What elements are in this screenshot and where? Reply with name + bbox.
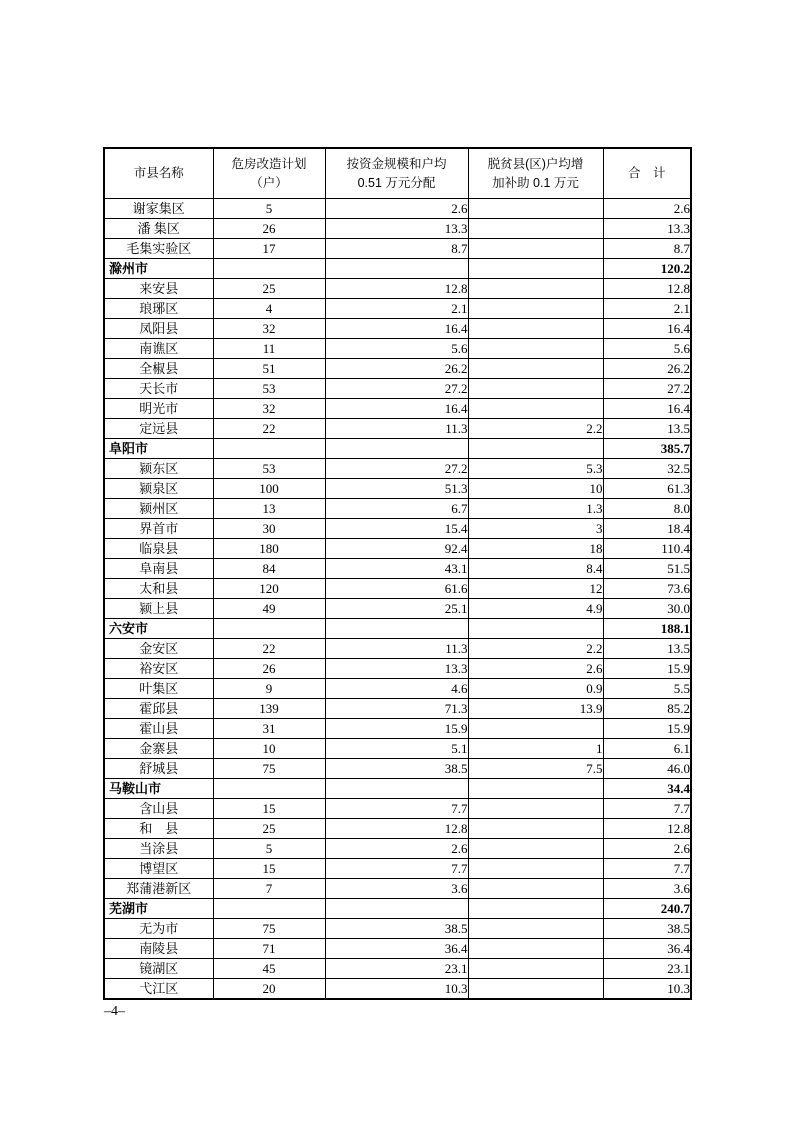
cell-total: 12.8 (603, 819, 691, 839)
cell-alloc: 16.4 (325, 399, 468, 419)
cell-subsidy: 5.3 (468, 459, 603, 479)
county-row (104, 739, 691, 759)
cell-total: 16.4 (603, 319, 691, 339)
cell-name: 琅琊区 (104, 299, 213, 319)
county-row (104, 299, 691, 319)
cell-name: 南谯区 (104, 339, 213, 359)
cell-total: 23.1 (603, 959, 691, 979)
city-group-row (104, 619, 691, 639)
cell-name: 金安区 (104, 639, 213, 659)
county-row (104, 719, 691, 739)
cell-subsidy: 2.2 (468, 419, 603, 439)
cell-plan: 30 (213, 519, 325, 539)
cell-alloc: 61.6 (325, 579, 468, 599)
cell-subsidy (468, 359, 603, 379)
cell-alloc: 7.7 (325, 859, 468, 879)
cell-plan: 4 (213, 299, 325, 319)
cell-plan: 45 (213, 959, 325, 979)
cell-name: 博望区 (104, 859, 213, 879)
cell-subsidy: 4.9 (468, 599, 603, 619)
column-header-subsidy: 脱贫县(区)户均增 加补助 0.1 万元 (468, 148, 603, 199)
cell-alloc: 8.7 (325, 239, 468, 259)
cell-total: 73.6 (603, 579, 691, 599)
page-number: –4– (104, 1004, 125, 1019)
county-row (104, 399, 691, 419)
cell-subsidy (468, 979, 603, 1000)
cell-alloc: 11.3 (325, 419, 468, 439)
cell-plan: 100 (213, 479, 325, 499)
cell-alloc: 27.2 (325, 459, 468, 479)
cell-alloc: 2.6 (325, 839, 468, 859)
cell-total: 36.4 (603, 939, 691, 959)
county-row (104, 319, 691, 339)
cell-name: 金寨县 (104, 739, 213, 759)
cell-plan (213, 439, 325, 459)
cell-alloc: 11.3 (325, 639, 468, 659)
cell-name: 含山县 (104, 799, 213, 819)
cell-subsidy (468, 899, 603, 919)
county-row (104, 639, 691, 659)
cell-total: 51.5 (603, 559, 691, 579)
cell-name: 裕安区 (104, 659, 213, 679)
cell-alloc (325, 619, 468, 639)
cell-total: 61.3 (603, 479, 691, 499)
cell-plan (213, 259, 325, 279)
cell-total: 46.0 (603, 759, 691, 779)
cell-total: 15.9 (603, 659, 691, 679)
county-row (104, 699, 691, 719)
cell-subsidy (468, 319, 603, 339)
cell-plan: 84 (213, 559, 325, 579)
cell-subsidy (468, 239, 603, 259)
cell-plan: 71 (213, 939, 325, 959)
cell-subsidy (468, 919, 603, 939)
county-row (104, 979, 691, 1000)
cell-name: 镜湖区 (104, 959, 213, 979)
cell-total: 5.5 (603, 679, 691, 699)
document-page-content (103, 147, 692, 1000)
county-row (104, 499, 691, 519)
cell-plan: 9 (213, 679, 325, 699)
cell-name: 和 县 (104, 819, 213, 839)
cell-subsidy (468, 439, 603, 459)
cell-alloc: 5.6 (325, 339, 468, 359)
cell-plan: 25 (213, 279, 325, 299)
cell-total: 10.3 (603, 979, 691, 1000)
cell-total: 13.3 (603, 219, 691, 239)
cell-alloc: 23.1 (325, 959, 468, 979)
county-row (104, 599, 691, 619)
cell-subsidy (468, 959, 603, 979)
cell-alloc: 2.1 (325, 299, 468, 319)
cell-name: 全椒县 (104, 359, 213, 379)
cell-subsidy (468, 399, 603, 419)
cell-name: 郑蒲港新区 (104, 879, 213, 899)
cell-total: 7.7 (603, 859, 691, 879)
column-header-name: 市县名称 (104, 148, 213, 199)
cell-total: 13.5 (603, 639, 691, 659)
cell-plan: 53 (213, 459, 325, 479)
cell-name: 毛集实验区 (104, 239, 213, 259)
cell-alloc (325, 259, 468, 279)
cell-total: 13.5 (603, 419, 691, 439)
cell-name: 颍上县 (104, 599, 213, 619)
cell-total: 26.2 (603, 359, 691, 379)
cell-plan: 17 (213, 239, 325, 259)
county-row (104, 379, 691, 399)
cell-alloc: 6.7 (325, 499, 468, 519)
cell-name: 无为市 (104, 919, 213, 939)
cell-alloc: 16.4 (325, 319, 468, 339)
county-row (104, 239, 691, 259)
cell-plan: 26 (213, 659, 325, 679)
cell-name: 颍东区 (104, 459, 213, 479)
county-row (104, 539, 691, 559)
cell-plan: 5 (213, 839, 325, 859)
cell-subsidy (468, 799, 603, 819)
county-row (104, 799, 691, 819)
cell-alloc: 25.1 (325, 599, 468, 619)
cell-subsidy (468, 219, 603, 239)
cell-plan: 31 (213, 719, 325, 739)
cell-total: 12.8 (603, 279, 691, 299)
city-group-row (104, 899, 691, 919)
cell-alloc: 13.3 (325, 219, 468, 239)
cell-total: 16.4 (603, 399, 691, 419)
county-row (104, 459, 691, 479)
cell-name: 弋江区 (104, 979, 213, 1000)
county-row (104, 559, 691, 579)
cell-subsidy (468, 299, 603, 319)
cell-total: 385.7 (603, 439, 691, 459)
cell-total: 240.7 (603, 899, 691, 919)
cell-name: 谢家集区 (104, 199, 213, 219)
subsidy-allocation-table (103, 147, 692, 1000)
cell-alloc: 15.9 (325, 719, 468, 739)
cell-plan: 120 (213, 579, 325, 599)
cell-subsidy (468, 719, 603, 739)
cell-subsidy (468, 779, 603, 799)
cell-plan: 5 (213, 199, 325, 219)
cell-name: 界首市 (104, 519, 213, 539)
cell-alloc: 12.8 (325, 819, 468, 839)
cell-subsidy (468, 339, 603, 359)
cell-plan: 53 (213, 379, 325, 399)
table-body (104, 199, 691, 1000)
cell-alloc: 15.4 (325, 519, 468, 539)
cell-alloc: 10.3 (325, 979, 468, 1000)
cell-name: 明光市 (104, 399, 213, 419)
cell-name: 凤阳县 (104, 319, 213, 339)
cell-total: 3.6 (603, 879, 691, 899)
cell-plan: 22 (213, 419, 325, 439)
cell-alloc: 2.6 (325, 199, 468, 219)
cell-subsidy (468, 819, 603, 839)
cell-plan: 49 (213, 599, 325, 619)
county-row (104, 579, 691, 599)
cell-name: 临泉县 (104, 539, 213, 559)
county-row (104, 359, 691, 379)
cell-name: 潘 集区 (104, 219, 213, 239)
cell-plan (213, 619, 325, 639)
cell-total: 2.6 (603, 839, 691, 859)
cell-plan: 25 (213, 819, 325, 839)
cell-total: 188.1 (603, 619, 691, 639)
cell-plan (213, 899, 325, 919)
cell-subsidy: 18 (468, 539, 603, 559)
cell-total: 18.4 (603, 519, 691, 539)
cell-plan: 51 (213, 359, 325, 379)
cell-name: 天长市 (104, 379, 213, 399)
cell-plan: 20 (213, 979, 325, 1000)
cell-subsidy: 2.6 (468, 659, 603, 679)
cell-name: 霍邱县 (104, 699, 213, 719)
county-row (104, 219, 691, 239)
cell-name: 六安市 (104, 619, 213, 639)
cell-alloc: 12.8 (325, 279, 468, 299)
cell-plan: 15 (213, 799, 325, 819)
cell-plan: 26 (213, 219, 325, 239)
cell-subsidy (468, 279, 603, 299)
cell-subsidy: 1.3 (468, 499, 603, 519)
cell-total: 85.2 (603, 699, 691, 719)
cell-plan: 75 (213, 759, 325, 779)
cell-subsidy: 10 (468, 479, 603, 499)
cell-name: 太和县 (104, 579, 213, 599)
column-header-total: 合 计 (603, 148, 691, 199)
cell-total: 7.7 (603, 799, 691, 819)
cell-total: 2.1 (603, 299, 691, 319)
cell-total: 110.4 (603, 539, 691, 559)
cell-plan: 75 (213, 919, 325, 939)
cell-alloc: 51.3 (325, 479, 468, 499)
cell-total: 120.2 (603, 259, 691, 279)
cell-name: 叶集区 (104, 679, 213, 699)
cell-subsidy (468, 839, 603, 859)
cell-subsidy (468, 879, 603, 899)
cell-name: 霍山县 (104, 719, 213, 739)
cell-plan: 7 (213, 879, 325, 899)
city-group-row (104, 259, 691, 279)
county-row (104, 479, 691, 499)
cell-total: 6.1 (603, 739, 691, 759)
cell-plan (213, 779, 325, 799)
cell-subsidy (468, 859, 603, 879)
cell-total: 30.0 (603, 599, 691, 619)
cell-total: 32.5 (603, 459, 691, 479)
cell-total: 8.7 (603, 239, 691, 259)
cell-plan: 32 (213, 399, 325, 419)
cell-plan: 139 (213, 699, 325, 719)
cell-plan: 13 (213, 499, 325, 519)
cell-alloc: 36.4 (325, 939, 468, 959)
cell-total: 27.2 (603, 379, 691, 399)
cell-total: 5.6 (603, 339, 691, 359)
cell-alloc: 27.2 (325, 379, 468, 399)
column-header-alloc: 按资金规模和户均 0.51 万元分配 (325, 148, 468, 199)
cell-subsidy (468, 619, 603, 639)
cell-name: 定远县 (104, 419, 213, 439)
cell-subsidy: 1 (468, 739, 603, 759)
county-row (104, 819, 691, 839)
cell-subsidy: 7.5 (468, 759, 603, 779)
cell-plan: 180 (213, 539, 325, 559)
cell-name: 南陵县 (104, 939, 213, 959)
cell-name: 滁州市 (104, 259, 213, 279)
county-row (104, 339, 691, 359)
county-row (104, 519, 691, 539)
cell-alloc: 7.7 (325, 799, 468, 819)
county-row (104, 199, 691, 219)
county-row (104, 759, 691, 779)
county-row (104, 659, 691, 679)
cell-name: 舒城县 (104, 759, 213, 779)
cell-alloc: 92.4 (325, 539, 468, 559)
cell-subsidy (468, 259, 603, 279)
cell-alloc (325, 779, 468, 799)
cell-subsidy: 2.2 (468, 639, 603, 659)
cell-plan: 22 (213, 639, 325, 659)
cell-alloc: 3.6 (325, 879, 468, 899)
cell-name: 颍泉区 (104, 479, 213, 499)
cell-alloc: 38.5 (325, 919, 468, 939)
cell-subsidy (468, 199, 603, 219)
cell-subsidy: 13.9 (468, 699, 603, 719)
cell-alloc (325, 899, 468, 919)
cell-total: 2.6 (603, 199, 691, 219)
column-header-plan: 危房改造计划 （户） (213, 148, 325, 199)
county-row (104, 879, 691, 899)
cell-subsidy: 3 (468, 519, 603, 539)
cell-name: 颍州区 (104, 499, 213, 519)
cell-subsidy (468, 379, 603, 399)
cell-name: 芜湖市 (104, 899, 213, 919)
cell-name: 来安县 (104, 279, 213, 299)
cell-subsidy: 0.9 (468, 679, 603, 699)
cell-total: 15.9 (603, 719, 691, 739)
cell-subsidy: 8.4 (468, 559, 603, 579)
cell-total: 34.4 (603, 779, 691, 799)
county-row (104, 419, 691, 439)
county-row (104, 939, 691, 959)
cell-subsidy: 12 (468, 579, 603, 599)
county-row (104, 859, 691, 879)
cell-plan: 15 (213, 859, 325, 879)
county-row (104, 959, 691, 979)
cell-subsidy (468, 939, 603, 959)
cell-alloc (325, 439, 468, 459)
cell-alloc: 26.2 (325, 359, 468, 379)
cell-alloc: 38.5 (325, 759, 468, 779)
cell-total: 8.0 (603, 499, 691, 519)
cell-plan: 10 (213, 739, 325, 759)
county-row (104, 839, 691, 859)
cell-total: 38.5 (603, 919, 691, 939)
cell-plan: 11 (213, 339, 325, 359)
cell-name: 阜南县 (104, 559, 213, 579)
city-group-row (104, 779, 691, 799)
city-group-row (104, 439, 691, 459)
cell-name: 当涂县 (104, 839, 213, 859)
cell-alloc: 13.3 (325, 659, 468, 679)
county-row (104, 679, 691, 699)
cell-plan: 32 (213, 319, 325, 339)
cell-name: 马鞍山市 (104, 779, 213, 799)
county-row (104, 279, 691, 299)
cell-alloc: 5.1 (325, 739, 468, 759)
cell-alloc: 4.6 (325, 679, 468, 699)
county-row (104, 919, 691, 939)
cell-alloc: 43.1 (325, 559, 468, 579)
cell-name: 阜阳市 (104, 439, 213, 459)
cell-alloc: 71.3 (325, 699, 468, 719)
header-row (104, 148, 691, 199)
